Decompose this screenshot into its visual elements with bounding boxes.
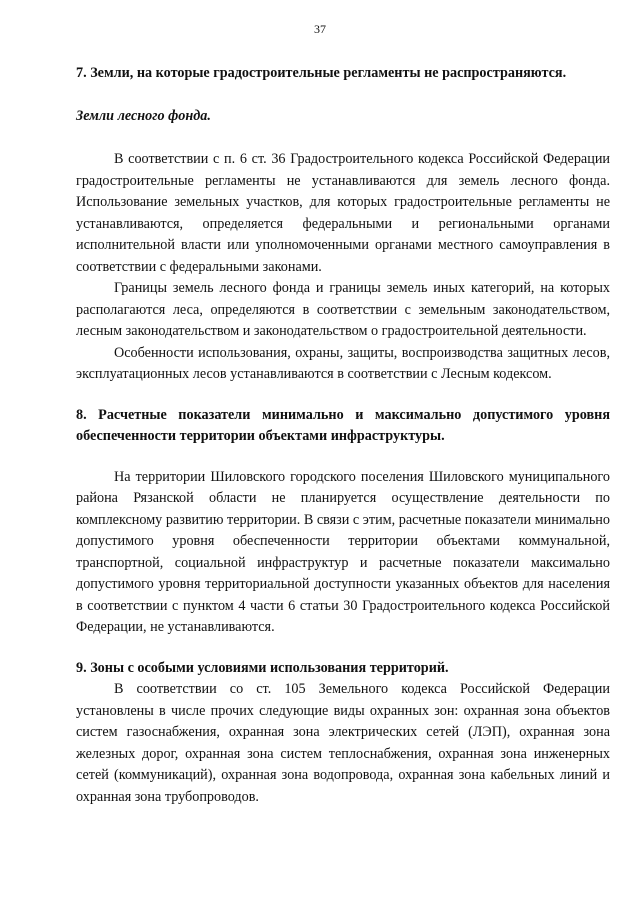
section-7-heading: 7. Земли, на которые градостроительные регламенты не распространяются. [76, 65, 567, 81]
section-9-paragraph-1: В соответствии со ст. 105 Земельного кодекса Российской Федерации установлены в числе прочих следующие виды охранных зон: охранная зона объектов систем газоснабжения, охранная зона электрических сетей (ЛЭП), охранная зона железных дорог, охранная зона систем теплоснабжения, охранная зона инженерных сетей (коммуникаций), охранная зона водопровода, охранная зона кабельных линий и охранная зона трубопроводов. [76, 681, 610, 805]
section-8-heading: 8. Расчетные показатели минимально и максимально допустимого уровня обеспеченности территории объектами инфраструктуры. [76, 406, 610, 444]
section-8-paragraph-1: На территории Шиловского городского поселения Шиловского муниципального района Рязанской области не планируется осуществление деятельности по комплексному развитию территории. В связи с этим, расчетные показатели минимально допустимого уровня обеспеченности территории объектами коммунальной, транспортной, социальной инфраструктур и расчетные показатели максимально допустимого уровня территориальной доступности указанных объектов для населения в соответствии с пунктом 4 части 6 статьи 30 Градостроительного кодекса Российской Федерации, не устанавливаются. [76, 468, 610, 635]
section-7-subheading: Земли лесного фонда. [76, 107, 211, 124]
section-7-paragraph-2: Границы земель лесного фонда и границы земель иных категорий, на которых располагаются леса, определяются в соответствии с земельным законодательством, лесным законодательством и законодательством о градостроительной деятельности. [76, 280, 610, 339]
section-7-paragraph-3: Особенности использования, охраны, защиты, воспроизводства защитных лесов, эксплуатационных лесов устанавливаются в соответствии с Лесным кодексом. [76, 344, 610, 382]
section-9-heading: 9. Зоны с особыми условиями использования территорий. [76, 659, 449, 676]
page-number: 37 [314, 22, 326, 36]
section-7-paragraph-1: В соответствии с п. 6 ст. 36 Градостроительного кодекса Российской Федерации градостроительные регламенты не устанавливаются для земель лесного фонда. Использование земельных участков, для которых градостроительные регламенты не устанавливаются, определяется федеральными и региональными органами исполнительной власти или уполномоченными органами местного самоуправления в соответствии с федеральными законами. [76, 151, 610, 275]
page-content [76, 63, 610, 808]
